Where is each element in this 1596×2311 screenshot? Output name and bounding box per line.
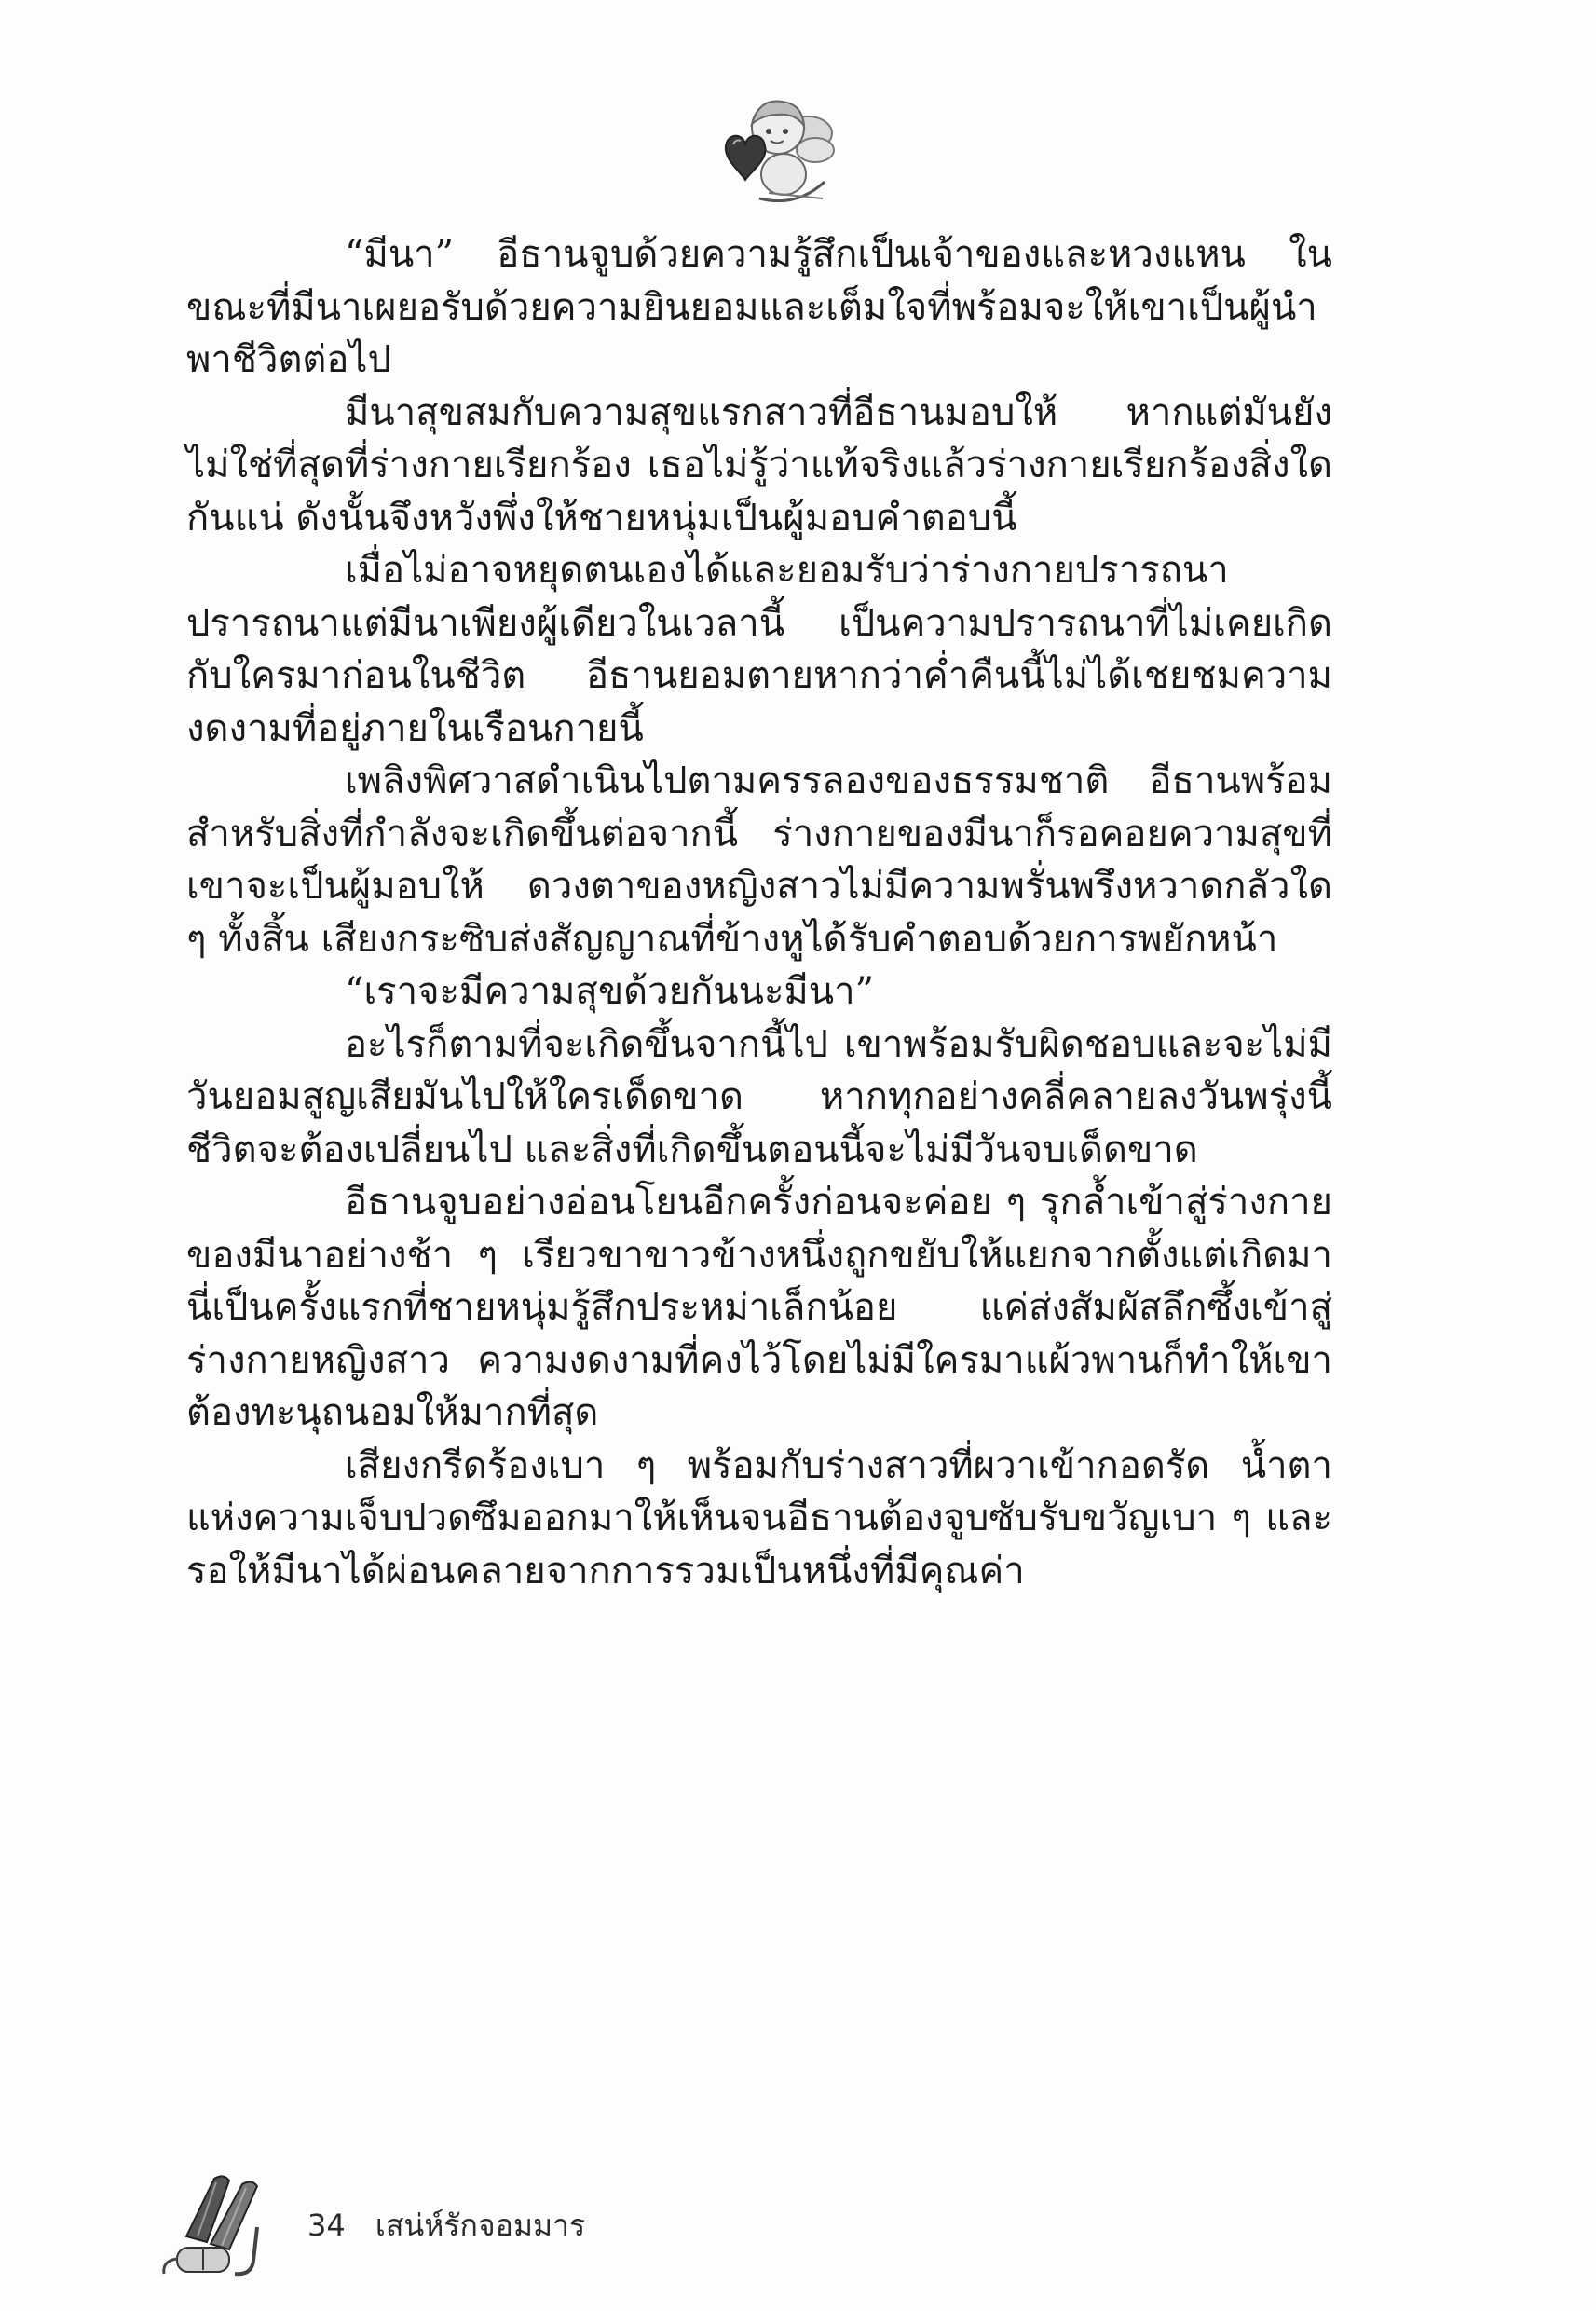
book-title: เสน่ห์รักจอมมาร: [375, 2208, 586, 2243]
paragraph: “มีนา” อีธานจูบด้วยความรู้สึกเป็นเจ้าของและหวงแหน ในขณะที่มีนาเผยอรับด้วยความยินยอมและเต็มใจที่พร้อมจะให้เขาเป็นผู้นำพาชีวิตต่อไป: [186, 233, 1332, 381]
paragraph: อีธานจูบอย่างอ่อนโยนอีกครั้งก่อนจะค่อย ๆ รุกล้ำเข้าสู่ร่างกายของมีนาอย่างช้า ๆ เรียวขาขาวข้างหนึ่งถูกขยับให้แยกจากตั้งแต่เกิดมานี่เป็นครั้งแรกที่ชายหนุ่มรู้สึกประหม่าเล็กน้อย แค่ส่งสัมผัสลึกซึ้งเข้าสู่ร่างกายหญิงสาว ความงดงามที่คงไว้โดยไม่มีใครมาแผ้วพานก็ทำให้เขาต้องทะนุถนอมให้มากที่สุด: [186, 1181, 1332, 1434]
page-number: 34: [307, 2208, 346, 2243]
paragraph: เสียงกรีดร้องเบา ๆ พร้อมกับร่างสาวที่ผวาเข้ากอดรัด น้ำตาแห่งความเจ็บปวดซึมออกมาให้เห็นจนอีธานต้องจูบซับรับขวัญเบา ๆ และรอให้มีนาได้ผ่อนคลายจากการรวมเป็นหนึ่งที่มีคุณค่า: [186, 1443, 1332, 1593]
paragraph: มีนาสุขสมกับความสุขแรกสาวที่อีธานมอบให้ หากแต่มันยังไม่ใช่ที่สุดที่ร่างกายเรียกร้อง เธอไม่รู้ว่าแท้จริงแล้วร่างกายเรียกร้องสิ่งใดกันแน่ ดังนั้นจึงหวังพึ่งให้ชายหนุ่มเป็นผู้มอบคำตอบนี้: [186, 390, 1332, 540]
paragraph: อะไรก็ตามที่จะเกิดขึ้นจากนี้ไป เขาพร้อมรับผิดชอบและจะไม่มีวันยอมสูญเสียมันไปให้ใครเด็ดขาด หากทุกอย่างคลี่คลายลงวันพรุ่งนี้ชีวิตจะต้องเปลี่ยนไป และสิ่งที่เกิดขึ้นตอนนี้จะไม่มีวันจบเด็ดขาด: [186, 1022, 1332, 1171]
snorkel-fins-icon: [149, 2171, 280, 2283]
paragraph: เพลิงพิศวาสดำเนินไปตามครรลองของธรรมชาติ อีธานพร้อมสำหรับสิ่งที่กำลังจะเกิดขึ้นต่อจากนี้ ร่างกายของมีนาก็รอคอยความสุขที่เขาจะเป็นผู้มอบให้ ดวงตาของหญิงสาวไม่มีความพรั่นพรึงหวาดกลัวใด ๆ ทั้งสิ้น เสียงกระซิบส่งสัญญาณที่ข้างหูได้รับคำตอบด้วยการพยักหน้า: [186, 759, 1332, 961]
story-text: [186, 228, 1332, 1597]
page-footer: [307, 2202, 585, 2249]
cupid-with-heart-icon: [703, 89, 843, 214]
paragraph: เมื่อไม่อาจหยุดตนเองได้และยอมรับว่าร่างกายปรารถนาปรารถนาแต่มีนาเพียงผู้เดียวในเวลานี้ เป็นความปรารถนาที่ไม่เคยเกิดกับใครมาก่อนในชีวิต อีธานยอมตายหากว่าค่ำคืนนี้ไม่ได้เชยชมความงดงามที่อยู่ภายในเรือนกายนี้: [186, 549, 1332, 750]
dialogue-line: “เราจะมีความสุขด้วยกันนะมีนา”: [345, 970, 875, 1013]
